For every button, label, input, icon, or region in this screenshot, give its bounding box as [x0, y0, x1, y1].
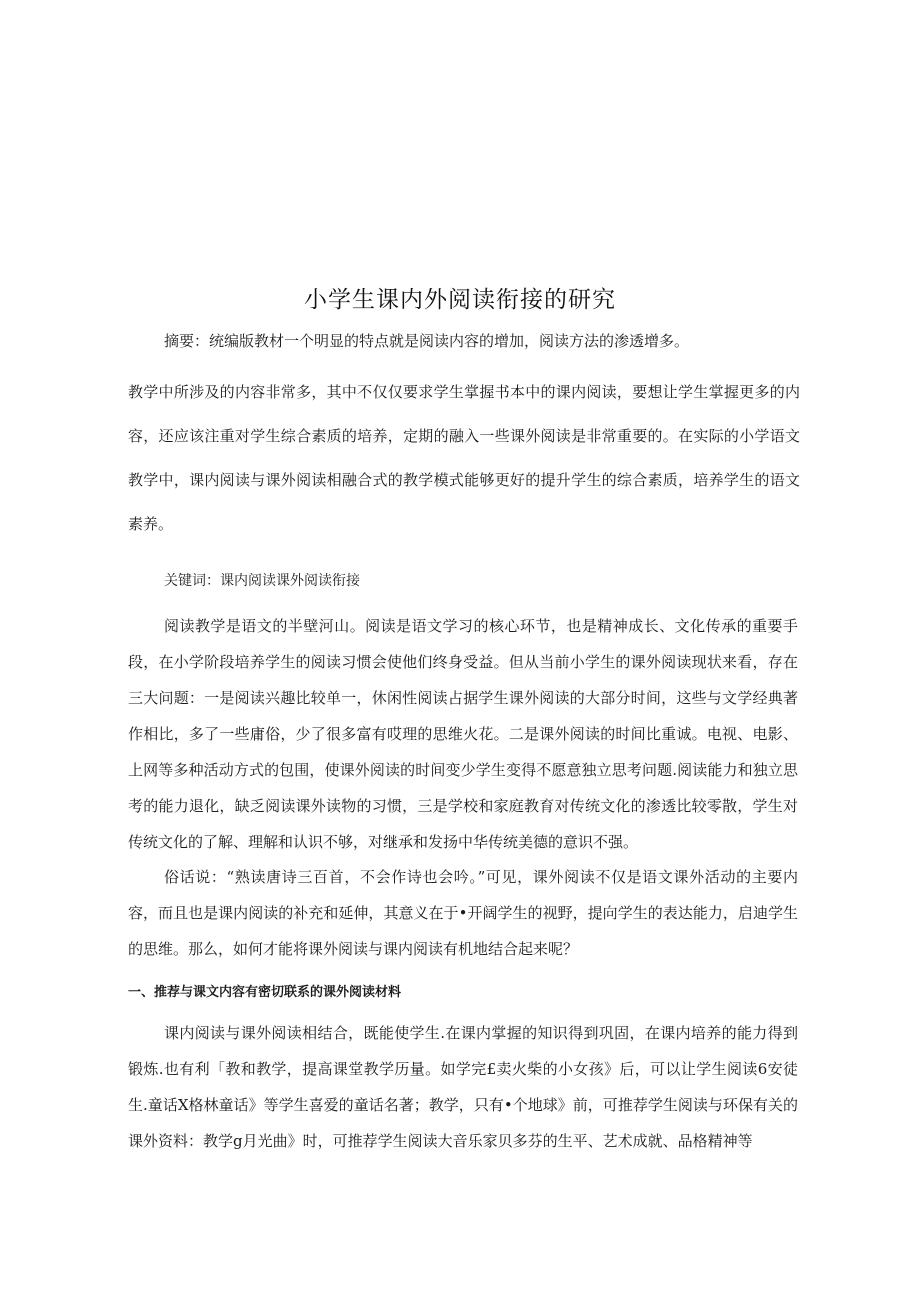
- body-paragraph-1: 阅读教学是语文的半壁河山。阅读是语文学习的核心环节，也是精神成长、文化传承的重要手段，在小学阶段培养学生的阅读习惯会使他们终身受益。但从当前小学生的课外阅读现状来看，存在三大问题：一是阅读兴趣比较单一，休闲性阅读占据学生课外阅读的大部分时间，这些与文学经典著作相比，多了一些庸俗，少了很多富有哎理的思维火花。二是课外阅读的时间比重诚。电视、电影、上网等多种活动方式的包围，使课外阅读的时间变少学生变得不愿意独立思考问题.阅读能力和独立思考的能力退化，缺乏阅读课外读物的习惯，三是学校和家庭教育对传统文化的渗透比较零散，学生对传统文化的了解、理解和认识不够，对继承和发扬中华传统美德的意识不强。: [128, 617, 798, 851]
- body-paragraph-3: 课内阅读与课外阅读相结合，既能使学生.在课内掌握的知识得到巩固，在课内培养的能力得到锻炼.也有利「教和教学，提高课堂教学历量。如学完£卖火柴的小女孩》后，可以让学生阅读6安徒生.童话X格林童话》等学生喜爱的童话名著；教学，只有•个地球》前，可推荐学生阅读与环保有关的课外资料：教学g月光曲》时，可推荐学生阅读大音乐家贝多芬的生平、艺术成就、品格精神等: [128, 1024, 798, 1150]
- abstract-body: 教学中所涉及的内容非常多，其中不仅仅要求学生掌握书本中的课内阅读，要想让学生掌握更多的内容，还应该注重对学生综合素质的培养，定期的融入一些课外阅读是非常重要的。在实际的小学语文教学中，课内阅读与课外阅读相融合式的教学模式能够更好的提升学生的综合素质，培养学生的语文素养。: [128, 383, 800, 533]
- document-title: 小学生课内外阅读衔接的研究: [304, 287, 616, 313]
- keywords-line: 关键词：课内阅读课外阅读衔接: [164, 573, 360, 589]
- abstract-section: [128, 331, 800, 546]
- body-paragraph-2: 俗话说：“熟读唐诗三百首，不会作诗也会吟。”可见，课外阅读不仅是语文课外活动的主要内容，而且也是课内阅读的补充和延伸，其意义在于•开阔学生的视野，提向学生的表达能力，启迪学生的思维。那么，如何才能将课外阅读与课内阅读有机地结合起来呢？: [128, 868, 798, 958]
- section-heading-1: 一、推荐与课文内容有密切联系的课外阅读材料: [128, 985, 402, 1000]
- abstract-first-line: 摘要：统编版教材一个明显的特点就是阅读内容的增加，阅读方法的渗透增多。: [164, 332, 690, 350]
